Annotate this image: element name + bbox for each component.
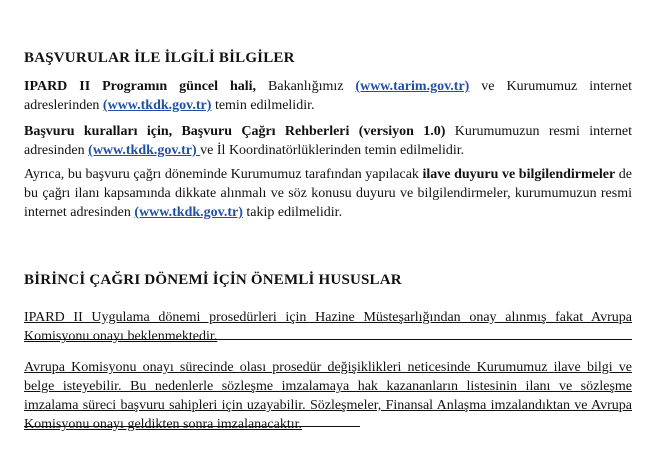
paragraph-text: Bakanlığımız — [256, 79, 356, 94]
paragraph-additional-announcements — [24, 165, 632, 222]
section-heading-applications: BAŞVURULAR İLE İLGİLİ BİLGİLER — [24, 50, 295, 66]
paragraph-program-current-version — [24, 77, 632, 115]
paragraph-bold-phrase: ilave duyuru ve bilgilendirmeler — [422, 167, 616, 182]
link-tkdk-gov-tr[interactable]: (www.tkdk.gov.tr) — [102, 98, 212, 113]
paragraph-bold-lead: Başvuru kuralları için, Başvuru Çağrı Rehberleri (versiyon 1.0) — [24, 124, 446, 139]
paragraph-text: temin edilmelidir. — [211, 98, 315, 113]
paragraph-commission-approval-pending: IPARD II Uygulama dönemi prosedürleri için Hazine Müsteşarlığından onay alınmış fakat Avrupa Komisyonu onayı beklenmektedir. — [24, 310, 632, 344]
paragraph-text: de bu çağrı ilanı kapsamında dikkate alınmalı ve söz konusu duyuru ve bilgilendirmeler, kurumumuzun resmi internet adresinden — [24, 167, 633, 220]
link-tkdk-gov-tr[interactable]: (www.tkdk.gov.tr) — [134, 205, 243, 220]
divider-line — [24, 339, 632, 340]
paragraph-text: Kurumumuzun resmi internet adresinden — [24, 124, 632, 158]
link-tarim-gov-tr[interactable]: (www.tarim.gov.tr) — [355, 79, 470, 94]
paragraph-text: Ayrıca, bu başvuru çağrı döneminde Kurumumuz tarafından yapılacak — [24, 167, 423, 182]
paragraph-bold-lead: IPARD II Programın güncel hali, — [24, 79, 257, 94]
paragraph-text: ve Kurumumuz internet adreslerinden — [24, 79, 632, 113]
paragraph-application-rules — [24, 122, 632, 160]
divider-line — [24, 426, 360, 427]
link-tkdk-gov-tr[interactable]: (www.tkdk.gov.tr) — [88, 143, 201, 158]
paragraph-text: ve İl Koordinatörlüklerinden temin edilmelidir. — [200, 143, 465, 158]
paragraph-procedure-changes: Avrupa Komisyonu onayı sürecinde olası prosedür değişiklikleri neticesinde Kurumumuz ilave bilgi ve belge isteyebilir. Bu nedenlerle sözleşme imzalamaya hak kazananların listesinin ilanı ve sözleşme imzalama süreci başvuru sahipleri için uzayabilir. Sözleşmeler, Finansal Anlaşma imzalandıktan ve Avrupa Komisyonu onayı geldikten sonra imzalanacaktır. — [24, 360, 632, 432]
paragraph-text: takip edilmelidir. — [242, 205, 343, 220]
section-heading-first-call-issues: BİRİNCİ ÇAĞRI DÖNEMİ İÇİN ÖNEMLİ HUSUSLAR — [24, 272, 402, 288]
